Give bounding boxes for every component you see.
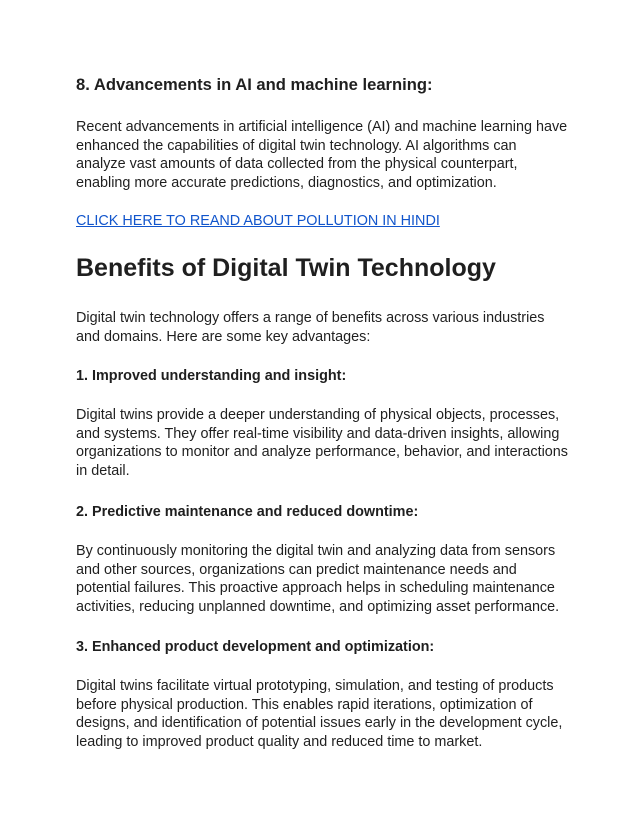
benefit-3-paragraph: Digital twins facilitate virtual prototyping, simulation, and testing of products before physical production. This enables rapid iterations, optimization of designs, and identification of potential issues early in the development cycle, leading to improved product quality and reduced time to market. — [76, 678, 563, 750]
benefit-1-paragraph: Digital twins provide a deeper understanding of physical objects, processes, and systems. They offer real-time visibility and data-driven insights, allowing organizations to monitor and analyze performance, behavior, and interactions in detail. — [76, 407, 568, 479]
benefits-intro-paragraph: Digital twin technology offers a range of benefits across various industries and domains. Here are some key advantages: — [76, 310, 545, 345]
benefits-title: Benefits of Digital Twin Technology — [76, 254, 496, 282]
benefit-1-heading: 1. Improved understanding and insight: — [76, 368, 347, 384]
pollution-link[interactable]: CLICK HERE TO REAND ABOUT POLLUTION IN HINDI — [76, 213, 440, 229]
ai-ml-heading: 8. Advancements in AI and machine learning: — [76, 75, 433, 94]
benefit-3-heading: 3. Enhanced product development and optimization: — [76, 639, 435, 655]
ai-ml-paragraph: Recent advancements in artificial intelligence (AI) and machine learning have enhanced the capabilities of digital twin technology. AI algorithms can analyze vast amounts of data collected from the physical counterpart, enabling more accurate predictions, diagnostics, and optimization. — [76, 119, 568, 191]
benefit-2-paragraph: By continuously monitoring the digital twin and analyzing data from sensors and other sources, organizations can predict maintenance needs and potential failures. This proactive approach helps in scheduling maintenance activities, reducing unplanned downtime, and optimizing asset performance. — [76, 543, 560, 615]
benefit-2-heading: 2. Predictive maintenance and reduced downtime: — [76, 504, 419, 520]
